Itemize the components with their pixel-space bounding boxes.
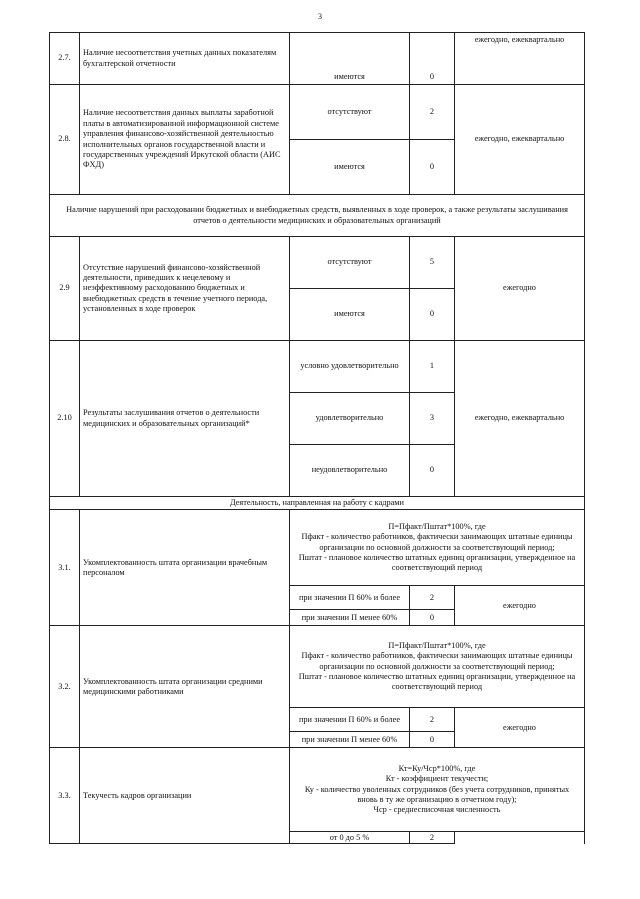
score-value: 0: [410, 140, 455, 195]
formula-line: Пштат - плановое количество штатных единиц организации, утвержденное на соответствующий период: [298, 553, 576, 573]
formula-line: Кт=Ку/Чср*100%, где: [398, 763, 476, 773]
table-row: [50, 33, 585, 85]
score-value: 0: [410, 610, 455, 626]
criterion-name: Наличие несоответствия учетных данных показателям бухгалтерской отчетности: [80, 33, 290, 85]
section-header-row: [50, 497, 585, 510]
row-number: 2.8.: [50, 85, 80, 195]
formula-line: Чср - среднесписочная численность: [373, 805, 501, 815]
score-value: 0: [410, 445, 455, 497]
formula-line: Пфакт - количество работников, фактически занимающих штатные единицы организации по основной должности за соответствующий период;: [301, 651, 573, 671]
formula-block: [290, 510, 585, 586]
formula-line: Кт - коэффициент текучести;: [385, 774, 489, 784]
score-value: 2: [410, 586, 455, 610]
formula-line: Ку - количество уволенных сотрудников (без учета сотрудников, принятых вновь в ту же организацию в отчетном году);: [304, 784, 570, 805]
period: ежегодно, ежеквартально: [455, 33, 585, 85]
option-label: при значении П менее 60%: [290, 610, 410, 626]
option-label: от 0 до 5 %: [290, 832, 410, 844]
criterion-name: Укомплектованность штата организации средними медицинскими работниками: [80, 626, 290, 748]
option-label: отсутствуют: [290, 85, 410, 140]
option-label: отсутствуют: [290, 237, 410, 289]
period: ежегодно, ежеквартально: [455, 85, 585, 195]
formula-block: [290, 626, 585, 708]
empty-cell: [455, 832, 585, 844]
table-row: [50, 341, 585, 393]
score-value: 0: [410, 732, 455, 748]
option-label: при значении П 60% и более: [290, 586, 410, 610]
formula-block: [290, 748, 585, 832]
criterion-name: Отсутствие нарушений финансово-хозяйственной деятельности, приведших к нецелевому и неэффективному расходованию бюджетных и внебюджетных средств в течение учетного периода, установленных в ходе проверок: [80, 237, 290, 341]
period: ежегодно: [455, 708, 585, 748]
score-value: 0: [410, 289, 455, 341]
formula-line: Пфакт - количество работников, фактически занимающих штатные единицы организации по основной должности за соответствующий период;: [301, 532, 573, 552]
section-title: Наличие нарушений при расходовании бюджетных и внебюджетных средств, выявленных в ходе проверок, а также результаты заслушивания отчетов о деятельности медицинских и образовательных организаций: [50, 195, 585, 237]
table-row: [50, 748, 585, 832]
formula-line: П=Пфакт/Пштат*100%, где: [388, 521, 486, 531]
row-number: 3.2.: [50, 626, 80, 748]
score-value: 2: [410, 85, 455, 140]
row-number: 3.1.: [50, 510, 80, 626]
table-row: [50, 237, 585, 289]
score-value: 2: [410, 708, 455, 732]
score-value: 0: [410, 33, 455, 85]
period: ежегодно: [455, 586, 585, 626]
criteria-table: [49, 32, 585, 844]
formula-line: П=Пфакт/Пштат*100%, где: [388, 640, 486, 650]
score-value: 5: [410, 237, 455, 289]
row-number: 2.7.: [50, 33, 80, 85]
option-label: имеются: [290, 140, 410, 195]
row-number: 3.3.: [50, 748, 80, 844]
period: ежегодно: [455, 237, 585, 341]
formula-line: Пштат - плановое количество штатных единиц организации, утвержденное на соответствующий период: [298, 672, 576, 692]
option-label: при значении П 60% и более: [290, 708, 410, 732]
score-value: 1: [410, 341, 455, 393]
score-value: 2: [410, 832, 455, 844]
page-number: 3: [318, 12, 322, 21]
section-title: Деятельность, направленная на работу с кадрами: [50, 497, 585, 510]
option-label: условно удовлетворительно: [290, 341, 410, 393]
criterion-name: Наличие несоответствия данных выплаты заработной платы в автоматизированной информационной системе управления финансово-хозяйственной деятельностью исполнительных органов государственной власти и государственных учреждений Иркутской области (АИС ФХД): [80, 85, 290, 195]
table-row: [50, 510, 585, 586]
row-number: 2.10: [50, 341, 80, 497]
table-row: [50, 626, 585, 708]
criterion-name: Текучесть кадров организации: [80, 748, 290, 844]
option-label: при значении П менее 60%: [290, 732, 410, 748]
table-row: [50, 85, 585, 140]
option-label: удовлетворительно: [290, 393, 410, 445]
option-label: имеются: [290, 289, 410, 341]
row-number: 2.9: [50, 237, 80, 341]
option-label: имеются: [290, 33, 410, 85]
criterion-name: Результаты заслушивания отчетов о деятельности медицинских и образовательных организаций*: [80, 341, 290, 497]
option-label: неудовлетворительно: [290, 445, 410, 497]
period: ежегодно, ежеквартально: [455, 341, 585, 497]
criterion-name: Укомплектованность штата организации врачебным персоналом: [80, 510, 290, 626]
section-header-row: [50, 195, 585, 237]
score-value: 3: [410, 393, 455, 445]
